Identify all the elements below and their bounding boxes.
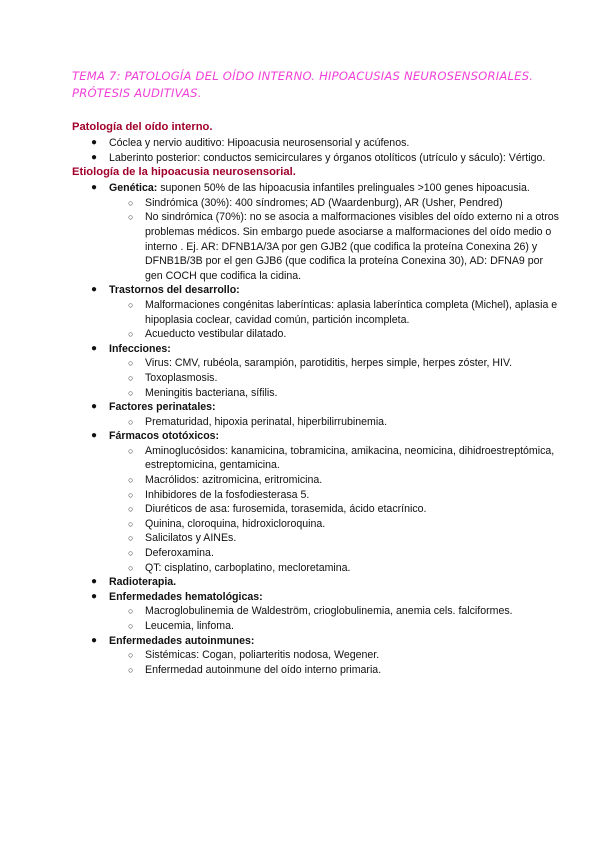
- sub-list-item: ○ Sindrómica (30%): 400 síndromes; AD (Waardenburg), AR (Usher, Pendred): [128, 196, 503, 209]
- bullet-icon: ●: [91, 576, 98, 588]
- item-label: Factores perinatales:: [109, 401, 216, 414]
- circle-bullet-icon: ○: [128, 650, 134, 661]
- circle-bullet-icon: ○: [128, 548, 134, 559]
- sub-list-item: ○ Aminoglucósidos: kanamicina, tobramicina, amikacina, neomicina, dihidroestreptómica, estreptomicina, gentamicina.: [128, 444, 555, 472]
- hematologicas-sublist: [109, 604, 560, 633]
- list-item: ● Cóclea y nervio auditivo: Hipoacusia neurosensorial y acúfenos.: [91, 137, 410, 149]
- list-item-hematologicas: [72, 590, 560, 634]
- list-item-farmacos: [72, 429, 560, 575]
- sub-list-item: ○ No sindrómica (70%): no se asocia a malformaciones visibles del oído externo ni a otros problemas médicos. Sin embargo puede asociarse a malformaciones del oído medio o interno . Ej. AR: DFNB1A/3A por gen GJB2 (que codifica la proteína Conexina 26) y DFNB1B/3B por el gen GJB6 (que codifica la proteína Conexina 30), AD: DFNA9 por gen COCH que codifica la cidina.: [128, 211, 559, 282]
- item-label: Fármacos ototóxicos:: [109, 430, 220, 443]
- list-item-genetica: [72, 181, 560, 283]
- list-item-perinatales: [72, 400, 560, 429]
- bullet-icon: ●: [91, 634, 98, 646]
- sub-list-item: ○ Toxoplasmosis.: [128, 371, 218, 384]
- sub-list-item: ○ Inhibidores de la fosfodiesterasa 5.: [128, 488, 310, 501]
- sub-list-item: ○ Malformaciones congénitas laberínticas: aplasia laberíntica completa (Michel), aplasia e hipoplasia coclear, cavidad común, partición incompleta.: [128, 298, 558, 326]
- sub-list-item: ○ Salicilatos y AINEs.: [128, 532, 237, 545]
- section-heading-etiologia: Etiología de la hipoacusia neurosensorial.: [72, 166, 296, 179]
- bullet-icon: ●: [91, 342, 98, 354]
- circle-bullet-icon: ○: [128, 475, 134, 486]
- item-label: Genética:: [109, 182, 158, 195]
- infecciones-sublist: [109, 356, 560, 400]
- sub-list-item: ○ Macroglobulinemia de Waldeström, crioglobulinemia, anemia cels. falciformes.: [128, 605, 513, 618]
- farmacos-sublist: [109, 444, 560, 575]
- sub-list-item: ○ Sistémicas: Cogan, poliarteritis nodosa, Wegener.: [128, 649, 380, 662]
- sub-list-item: ○ Meningitis bacteriana, sífilis.: [128, 386, 278, 399]
- list-item-desarrollo: [72, 283, 560, 341]
- bullet-icon: ●: [91, 137, 98, 148]
- sub-list-item: ○ Diuréticos de asa: furosemida, torasemida, ácido etacrínico.: [128, 503, 427, 516]
- sub-list-item: ○ Enfermedad autoinmune del oído interno primaria.: [128, 663, 382, 676]
- bullet-icon: ●: [91, 151, 98, 163]
- desarrollo-sublist: [109, 298, 560, 342]
- perinatales-sublist: [109, 415, 560, 430]
- title-line-2: PRÓTESIS AUDITIVAS.: [72, 86, 202, 100]
- circle-bullet-icon: ○: [128, 504, 134, 515]
- circle-bullet-icon: ○: [128, 606, 134, 617]
- sub-list-item: ○ Macrólidos: azitromicina, eritromicina.: [128, 474, 323, 487]
- item-label: Infecciones:: [109, 342, 171, 355]
- circle-bullet-icon: ○: [128, 329, 134, 340]
- section-heading-patologia: Patología del oído interno.: [72, 121, 213, 133]
- sub-list-item: ○ Deferoxamina.: [128, 547, 214, 560]
- circle-bullet-icon: ○: [128, 358, 134, 369]
- sub-list-item: ○ Acueducto vestibular dilatado.: [128, 328, 287, 341]
- list-item-infecciones: [72, 342, 560, 400]
- genetica-sublist: [109, 196, 560, 284]
- sub-list-item: ○ Quinina, cloroquina, hidroxicloroquina.: [128, 517, 326, 530]
- item-label: Trastornos del desarrollo:: [109, 284, 240, 297]
- circle-bullet-icon: ○: [128, 489, 134, 500]
- bullet-icon: ●: [91, 590, 98, 602]
- circle-bullet-icon: ○: [128, 299, 134, 310]
- bullet-icon: ●: [91, 182, 98, 194]
- list-item-radioterapia: [72, 575, 560, 590]
- circle-bullet-icon: ○: [128, 562, 134, 573]
- item-text: suponen 50% de las hipoacusia infantiles prelinguales >100 genes hipoacusia.: [157, 182, 530, 195]
- document-title: [72, 68, 560, 102]
- sub-list-item: ○ QT: cisplatino, carboplatino, mecloretamina.: [128, 561, 351, 574]
- circle-bullet-icon: ○: [128, 518, 134, 529]
- bullet-icon: ●: [91, 430, 98, 442]
- list-item: ● Laberinto posterior: conductos semicirculares y órganos otolíticos (utrículo y sáculo): Vértigo.: [91, 151, 546, 164]
- sub-list-item: ○ Prematuridad, hipoxia perinatal, hiperbilirrubinemia.: [128, 415, 388, 428]
- bullet-icon: ●: [91, 284, 98, 296]
- circle-bullet-icon: ○: [128, 372, 134, 383]
- autoinmunes-sublist: [109, 648, 560, 677]
- patologia-list: [72, 136, 560, 165]
- item-label: Enfermedades autoinmunes:: [109, 634, 255, 647]
- etiologia-list: [72, 181, 560, 677]
- circle-bullet-icon: ○: [128, 416, 134, 427]
- sub-list-item: ○ Virus: CMV, rubéola, sarampión, parotiditis, herpes simple, herpes zóster, HIV.: [128, 357, 513, 370]
- circle-bullet-icon: ○: [128, 387, 134, 398]
- circle-bullet-icon: ○: [128, 533, 134, 544]
- item-label: Enfermedades hematológicas:: [109, 590, 263, 603]
- circle-bullet-icon: ○: [128, 621, 134, 631]
- item-label: Radioterapia.: [109, 576, 177, 589]
- circle-bullet-icon: ○: [128, 664, 134, 675]
- circle-bullet-icon: ○: [128, 212, 134, 223]
- sub-list-item: ○ Leucemia, linfoma.: [128, 620, 234, 632]
- bullet-icon: ●: [91, 401, 98, 413]
- list-item-autoinmunes: [72, 634, 560, 678]
- circle-bullet-icon: ○: [128, 197, 134, 208]
- title-line-1: TEMA 7: PATOLOGÍA DEL OÍDO INTERNO. HIPOACUSIAS NEUROSENSORIALES.: [72, 69, 534, 83]
- circle-bullet-icon: ○: [128, 445, 134, 456]
